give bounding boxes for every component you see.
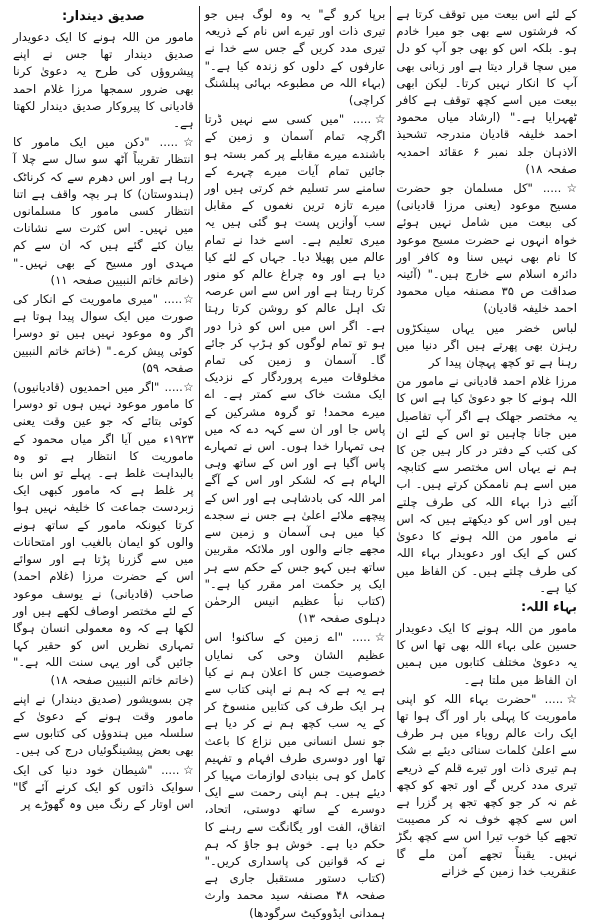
column-middle bbox=[200, 6, 392, 920]
body-paragraph: کے لئے اس بیعت میں توقف کرتا ہے کہ فرشتوں سے بھی جو میرا خادم ہو۔ بلکہ اس کو بھی جو آپ کو دل میں سچا قرار دیتا ہے اور زبانی بھی آپ کا انکار نہیں کرتا۔ لیکن ابھی بیعت میں اسے کچھ توقف ہے کافر ٹھہرایا ہے۔" (ارشاد میاں محمود احمد خلیفہ قادیان مندرجہ تشحیذ الاذہان جلد نمبر ۶ عقائد احمدیہ صفحہ ۱۸) bbox=[396, 7, 577, 176]
body-paragraph: ☆..... "شیطان خود دنیا کی ایک سوایک ذاتوں کو ایک کرنے آئے گا" اس اوتار کے رنگ میں وہ گھوڑے پر bbox=[12, 762, 194, 811]
body-paragraph: ☆..... "میں کسی سے نہیں ڈرتا اگرچہ تمام آسمان و زمین کے باشندے میرے مقابلے پر کمر بستہ ہو جائیں تمام آیات میرے چہرے کے سامنے سر تسلیم خم کرتی ہیں اور میرے تازہ ترین نغموں کے مقابل سب آوازیں پست ہو گئی ہیں یہ میری تعلیم ہے۔ اسے خدا نے تمام عالم میں پھیلا دیا۔ جہاں کے لئے کیا دیا ہے اور وہ چراغ عالم کو منور کرتا رہتا ہے اور اس سے اس عرصہ تک اہل عالم کو روشن کرتا رہتا ہے۔ اگر اس میں اس کو ذرا دور ہو تو تمام لوگوں کو ہڑپ کر جائے گا۔ آسمان و زمین کی تمام مخلوقات میرے پروردگار کے نزدیک ایک مشت خاک سے کمتر ہے۔ اے میرے محمد! تو گروہ مشرکین کے پاس جا اور ان سے کہہ دے کہ میں ہی تمہارا خدا ہوں۔ اس نے تمہارے پاس آگیا ہے اور اس کے ساتھ وہی الہام ہے کہ لشکر اور اس کے آگے امر اللہ کی بادشاہی ہے اور اس کے پیچھے ملائے اعلیٰ ہے جس نے سجدے کیا میں ہی آسمان و زمین سے مجھے جانے والوں اور ملائکہ مقربین ساتھ ہیں کہو جس کے حکم سے ہر ایک پر حکمت امر مقرر کیا ہے۔" (کتاب نبأ عظیم انیس الرحمٰن دہلوی صفحہ ۱۳) bbox=[204, 112, 386, 626]
page-columns bbox=[8, 6, 582, 920]
body-paragraph: برپا کرو گے" یہ وہ لوگ ہیں جو تیری ذات اور تیرے اس نام کے ذریعہ تیری مدد کریں گے جس سے خدا نے عارفوں کے دلوں کو زندہ کیا ہے۔" (بہاء اللہ ص مطبوعہ بہائی پبلشنگ کراچی) bbox=[204, 7, 386, 108]
section-heading: بہاء اللہ: bbox=[520, 599, 577, 615]
body-paragraph: مامور من اللہ ہونے کا ایک دعویدار صدیق دیندار تھا جس نے اپنے پیشروؤں کی طرح یہ دعویٰ کرنا بھی ضرور سمجھا مرزا غلام احمد قادیانی کا پیروکار صدیق دیندار لکھتا ہے۔ bbox=[12, 30, 194, 131]
body-paragraph: ☆..... "اے زمین کے ساکنو! اس عظیم الشان وحی کی نمایاں خصوصیت جس کا اعلان ہم نے کیا ہے یہ ہے کہ ہم نے اپنی کتاب سے ہر ایک طرف کی کتابیں منسوخ کر کے یہ سب کچھ ہم نے کر دیا ہے جو نسل انسانی میں نزاع کا باعث تھا اور دوسری طرف افہام و تفہیم کامل کو ہی بنیادی لوازمات مہیا کر دیئے ہیں۔ ہم اپنی رحمت سے ایک دوسرے کے ساتھ دوستی، اتحاد، اتفاق، الفت اور یگانگت سے رہنے کا حکم دیا ہے۔ خوش ہو جاؤ کہ ہم نے کہ قوانین کی پاسداری کریں۔" (کتاب دستور مستقبل جاری ہے صفحہ ۴۸ مصنفہ سید محمد وارث ہمدانی ایڈووکیٹ سرگودھا) bbox=[204, 630, 386, 920]
body-paragraph: ☆..... "دکن میں ایک مامور کا انتظار تقریباً آٹھ سو سال سے چلا آ رہا ہے اور اس دھرم سے کہ کرناٹک (ہندوستان) کا ہر بچہ واقف ہے اتنا انتظار کسی مامور کا مسلمانوں میں نہیں۔ اس کثرت سے نشانات بیان کئے گئے ہیں کہ ان سے کم مہدی اور مسیح کے بھی نہیں۔" (خاتم خاتم النبیین صفحہ ۱۱) bbox=[12, 135, 194, 287]
column-left bbox=[8, 6, 200, 811]
body-paragraph: چن بسویشور (صدیق دیندار) نے اپنے مامور وقت ہونے کے دعویٰ کے سلسلہ میں ہندوؤں کی کتابوں سے بھی بعض پیشینگوئیاں درج کی ہیں۔ bbox=[12, 691, 194, 758]
body-paragraph: ☆..... "حضرت بہاء اللہ کو اپنی ماموریت کا پہلی بار اور آگ ہوا تھا ایک رات عالم رویاء میں ہر طرف سے اعلیٰ کلمات سنائی دیئے بے شک ہم تیری ذات اور تیرے قلم کے ذریعے تیری مدد کریں گے اور تجھ کو کچھ غم نہ کر جو کچھ تجھ پر گزرا ہے اس سے کچھ خوف نہ کر مصیبت تجھے کیا خوب تیرا اس سے کچھ بگڑ نہیں۔ یقیناً تجھے آمن ملے گا عنقریب خدا زمین کے خزانے bbox=[396, 691, 577, 878]
column-right bbox=[391, 6, 582, 878]
section-heading: صدیق دیندار: bbox=[61, 9, 145, 24]
body-paragraph: لباس خضر میں یہاں سینکڑوں رہزن بھی پھرتے ہیں اگر دنیا میں رہنا ہے تو کچھ پہچان پیدا کر bbox=[396, 320, 577, 370]
body-paragraph: ☆..... "اگر میں احمدیوں (قادیانیوں) کا مامور موعود نہیں ہوں تو دوسرا کوئی بتائے کہ جو عین وقت یعنی ۱۹۲۳ء میں آیا اگر میاں محمود کے ماموریت کا انتظار ہے تو وہ بالبداہت غلط ہے۔ پہلے تو اس بنا پر غلط ہے کہ مامور کبھی ایک زبردست جماعت کا خلیفہ نہیں ہوا کرتا کیونکہ مامور کے ساتھ ہونے والوں کو ایمان بالغیب اور امتحانات میں سے گزرنا پڑتا ہے اور سوائے اس کے حضرت مرزا (غلام احمد) صاحب (قادیانی) نے یوسف موعود کے لئے مختصر اوصاف لکھے ہیں اور لکھا ہے کہ وہ معمولی انسان ہوگا تمہاری نظریں اس کو حقیر کہا جائیں گی اور یہی سنت اللہ ہے۔" (خاتم خاتم النبیین صفحہ ۱۸) bbox=[12, 380, 194, 687]
body-paragraph: مرزا غلام احمد قادیانی نے مامور من اللہ ہونے کا جو دعویٰ کیا ہے اس کا یہ مختصر جھلک ہے اگر آپ تفاصیل میں جانا چاہیں تو اس کے لئے ان کی کتب کے دفتر در کار ہیں جن کا ہم نے یہاں اس مختصر سے کتابچہ میں اسے ہم ناممکن کرتے ہیں۔ اب آئیے ذرا بہاء اللہ کی طرف چلتے ہیں اور اس کو دیکھتے ہیں کہ اس نے مامور من اللہ ہونے کا دعویٰ کس کے ایک اور دعویدار بہاء اللہ کی طرف چلتے ہیں۔ کن الفاظ میں کیا ہے۔ bbox=[396, 374, 577, 595]
body-paragraph: مامور من اللہ ہونے کا ایک دعویدار حسین علی بہاء اللہ بھی تھا اس کا یہ دعویٰ مختلف کتابوں میں ہمیں ان الفاظ میں ملتا ہے۔ bbox=[396, 620, 577, 687]
body-paragraph: ☆..... "میری ماموریت کے انکار کی صورت میں ایک سوال پیدا ہوتا ہے اگر وہ موعود نہیں ہیں تو دوسرا کوئی پیش کرے۔" (خاتم خاتم النبیین صفحہ ۵۹) bbox=[12, 292, 194, 375]
body-paragraph: ☆..... "کل مسلمان جو حضرت مسیح موعود (یعنی مرزا قادیانی) کی بیعت میں شامل نہیں ہوئے خواہ انہوں نے حضرت مسیح موعود کا نام بھی نہیں سنا وہ کافر اور دائرہ اسلام سے خارج ہیں۔" (آئینہ صداقت ص ۳۵ مصنفہ میاں محمود احمد خلیفہ قادیان) bbox=[396, 181, 577, 316]
